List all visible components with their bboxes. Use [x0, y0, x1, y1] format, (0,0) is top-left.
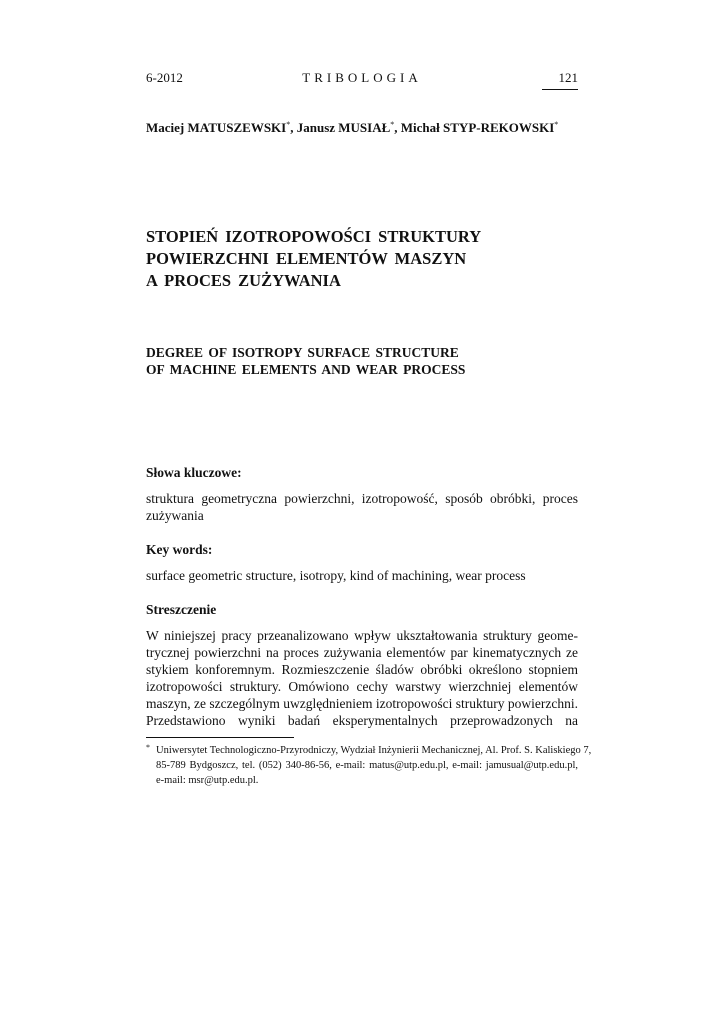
- keywords-pl-heading: Słowa kluczowe:: [146, 465, 242, 480]
- footnote-line: 85-789 Bydgoszcz, tel. (052) 340-86-56, e-mail: matus@utp.edu.pl, e-mail: jamusual@utp.edu.pl,: [156, 760, 578, 771]
- header-rule: [542, 89, 578, 90]
- text-line: trycznej powierzchni na proces zużywania elementów par kinematycznych ze: [146, 645, 578, 660]
- text-line: struktura geometryczna powierzchni, izotropowość, sposób obróbki, proces: [146, 491, 578, 506]
- issue-number: 6-2012: [146, 70, 183, 85]
- text-line: maszyn, ze szczególnym uwzględnieniem izotropowości struktury powierzchni.: [146, 696, 578, 711]
- title-line: DEGREE OF ISOTROPY SURFACE STRUCTURE: [146, 345, 459, 360]
- title-polish: [146, 226, 481, 292]
- text-line: Przedstawiono wyniki badań eksperymentalnych przeprowadzonych na: [146, 713, 578, 728]
- keywords-en-text: [146, 567, 578, 584]
- title-line: OF MACHINE ELEMENTS AND WEAR PROCESS: [146, 362, 466, 377]
- author-name: Maciej MATUSZEWSKI: [146, 120, 287, 135]
- footnote-line: e-mail: msr@utp.edu.pl.: [156, 775, 259, 786]
- page-number: 121: [558, 70, 578, 85]
- title-line: A PROCES ZUŻYWANIA: [146, 271, 341, 290]
- text-line: surface geometric structure, isotropy, kind of machining, wear process: [146, 568, 526, 583]
- running-header: [146, 70, 578, 90]
- author-name: Michał STYP-REKOWSKI: [400, 120, 555, 135]
- text-line: zużywania: [146, 508, 204, 523]
- author-list: Maciej MATUSZEWSKI*, Janusz MUSIAŁ*, Michał STYP-REKOWSKI*: [146, 120, 559, 135]
- abstract-text: [146, 627, 578, 729]
- title-line: STOPIEŃ IZOTROPOWOŚCI STRUKTURY: [146, 227, 482, 246]
- keywords-en-heading: Key words:: [146, 542, 213, 557]
- footnote-line: Uniwersytet Technologiczno-Przyrodniczy, Wydział Inżynierii Mechanicznej, Al. Prof. S. Kaliskiego 7,: [156, 745, 592, 756]
- affiliation-mark: *: [554, 120, 559, 129]
- affiliation-mark: *: [390, 120, 395, 129]
- affiliation-mark: *: [286, 120, 291, 129]
- author-name: Janusz MUSIAŁ: [296, 120, 391, 135]
- text-line: izotropowości struktury. Omówiono cechy warstwy wierzchniej elementów: [146, 679, 578, 694]
- title-line: POWIERZCHNI ELEMENTÓW MASZYN: [146, 249, 467, 268]
- title-english: [146, 344, 465, 378]
- footnote-mark: *: [146, 743, 150, 752]
- text-line: W niniejszej pracy przeanalizowano wpływ ukształtowania struktury geome-: [146, 628, 578, 643]
- keywords-pl-text: [146, 490, 578, 524]
- footnote: [146, 743, 592, 788]
- abstract-heading: Streszczenie: [146, 602, 217, 617]
- text-line: stykiem konforemnym. Rozmieszczenie śladów obróbki określono stopniem: [146, 662, 578, 677]
- footnote-rule: [146, 737, 294, 738]
- journal-name: TRIBOLOGIA: [302, 70, 422, 85]
